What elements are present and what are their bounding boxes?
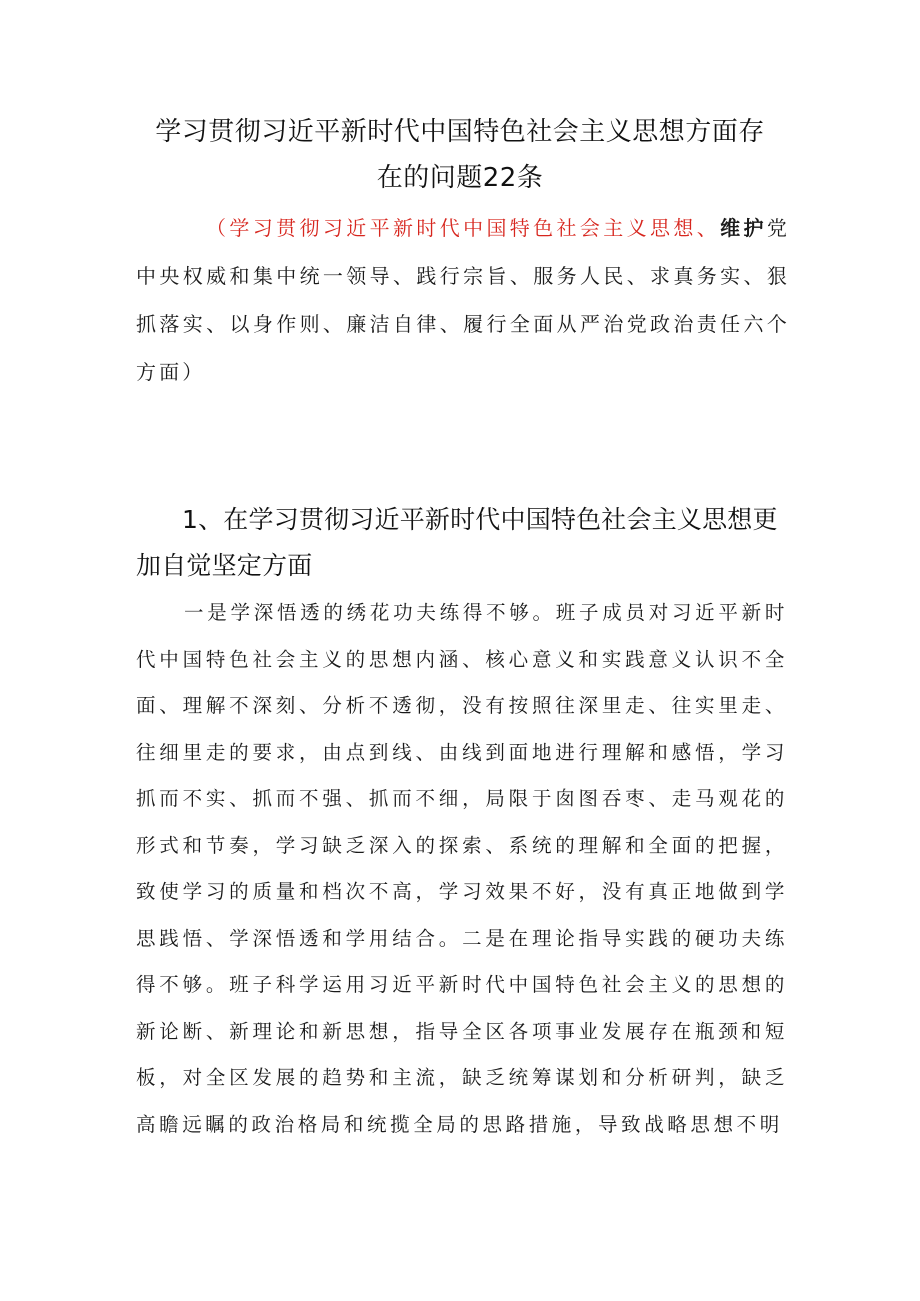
section-1-body: 一是学深悟透的绣花功夫练得不够。班子成员对习近平新时代中国特色社会主义的思想内涵、核心意义和实践意义认识不全面、理解不深刻、分析不透彻，没有按照往深里走、往实里走、往细里走的要求，由点到线、由线到面地进行理解和感悟，学习抓而不实、抓而不强、抓而不细，局限于囱图吞枣、走马观花的形式和节奏，学习缺乏深入的探索、系统的理解和全面的把握，致使学习的质量和档次不高，学习效果不好，没有真正地做到学思践悟、学深悟透和学用结合。二是在理论指导实践的硬功夫练得不够。班子科学运用习近平新时代中国特色社会主义的思想的新论断、新理论和新思想，指导全区各项事业发展存在瓶颈和短板，对全区发展的趋势和主流，缺乏统筹谋划和分析研判，缺乏高瞻远瞩的政治格局和统揽全局的思路措施，导致战略思想不明 [136, 601, 788, 1136]
subtitle-rest-text: 党中央权威和集中统一领导、践行宗旨、服务人民、求真务实、狠抓落实、以身作则、廉洁自律、履行全面从严治党政治责任六个方面） [136, 216, 791, 384]
subtitle-bold-text: 维护 [720, 216, 767, 240]
subtitle-red-text: （学习贯彻习近平新时代中国特色社会主义思想、 [206, 216, 721, 240]
document-title-line-1: 学习贯彻习近平新时代中国特色社会主义思想方面存 [155, 117, 765, 147]
document-subtitle [136, 204, 790, 396]
document-title-line-2: 在的问题22条 [376, 163, 544, 193]
section-1-heading: 1、在学习贯彻习近平新时代中国特色社会主义思想更加自觉坚定方面 [136, 505, 778, 580]
